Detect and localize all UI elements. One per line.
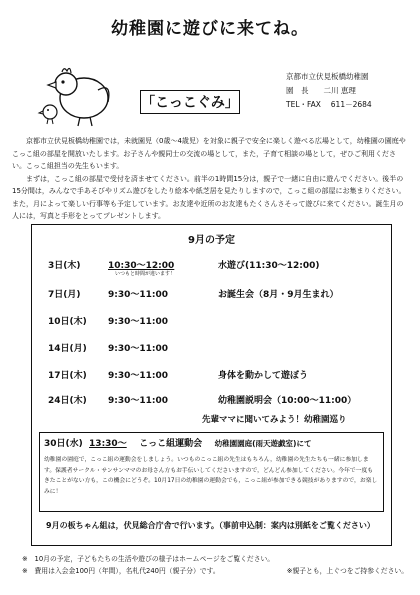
row-date: 3日(木): [48, 261, 81, 271]
schedule-box: [31, 224, 392, 546]
principal: 園 長 二川 恵理: [286, 86, 356, 95]
row-date: 17日(木): [48, 371, 87, 381]
row-event: 水遊び(11:30～12:00): [218, 261, 320, 271]
notes: [22, 553, 408, 577]
note-line-right: ※親子とも，上ぐつをご持参ください。: [286, 567, 408, 575]
intro-paragraph: まずは，こっこ組の部屋で受付を済ませてください。前半の1時間15分は，親子で一緒に自由に遊んでください。後半の15分間は，みんなで手あそびやリズム遊びをしたり絵本や紙芝居を見たりしますので，こっこ組の部屋にお集まりください。また，月によって楽しい行事等も予定しています。お友達や近所のお友達もたくさんさそって遊びに来てください。誕生月の人には，写真と手形をとってプレゼントします。: [12, 174, 406, 220]
row-time: 10:30～12:00: [108, 261, 175, 271]
sports-day-text: 幼稚園の園庭で，こっこ組の運動会をしましょう。いつものこっこ組の先生はもちろん，幼稚園の先生たちも一緒に参加します。保護者サークル・サンサンママのお母さん方もお手伝いしてくださいますので，どんどん参加してください。今年で一度もきたことがない方も，この機会にどうぞ。10月17日の幼稚園の運動会でも，こっこ組が参加できる競技がありますので，お楽しみに！: [44, 457, 378, 495]
time-note: いつもと時間が違います！: [115, 271, 176, 277]
schedule-row: [48, 393, 356, 406]
row-time: 9:30～11:00: [108, 317, 169, 327]
schedule-row: [48, 368, 308, 381]
intro-paragraph: 京都市立伏見板橋幼稚園では，未就園児（0歳～4歳児）を対象に親子で安全に楽しく遊べる広場として，幼稚園の園庭やこっこ組の部屋を開放いたします。お子さんや親同士の交流の場として，また，子育て相談の場として，ぜひご利用ください。こっこ組担当の先生もいます。: [12, 137, 406, 170]
note-line: ※ 費用は入会金100円（年間），名札代240円（親子分）です。: [22, 567, 220, 575]
schedule-row: [48, 258, 320, 271]
school-info: [286, 70, 416, 112]
tel-fax: TEL・FAX 611－2684: [286, 100, 372, 109]
schedule-title: 9月の予定: [188, 235, 235, 246]
row-event: 幼稚園説明会（10:00～11:00）: [218, 396, 357, 406]
senpai-mama-note: 先輩ママに聞いてみよう！幼稚園巡り: [202, 415, 347, 425]
row-date: 7日(月): [48, 290, 81, 300]
row-time: 9:30～11:00: [108, 371, 169, 381]
schedule-footer: 9月の板ちゃん組は，伏見総合庁舎で行います。（事前申込制：案内は別紙をご覧ください）: [46, 521, 375, 530]
sports-day-box: [39, 432, 384, 512]
row-time: 9:30～11:00: [108, 344, 169, 354]
schedule-row: [48, 341, 218, 354]
row-date: 10日(木): [48, 317, 87, 327]
sports-day-time: 13:30～: [89, 439, 127, 449]
row-date: 24日(木): [48, 396, 87, 406]
note-line: ※ 10月の予定，子どもたちの生活や遊びの様子はホームページをご覧ください。: [22, 555, 275, 563]
row-event: お誕生会（8月・9月生まれ）: [218, 290, 339, 300]
sports-day-title: こっこ組運動会: [139, 439, 203, 449]
intro-text: [12, 135, 408, 223]
row-time: 9:30～11:00: [108, 396, 169, 406]
schedule-row: [48, 287, 339, 300]
chicken-illustration: [36, 62, 114, 128]
class-nameplate: 「こっこぐみ」: [140, 90, 240, 114]
row-date: 14日(月): [48, 344, 87, 354]
school-name: 京都市立伏見板橋幼稚園: [286, 72, 369, 81]
page-title: 幼稚園に遊びに来てね。: [111, 19, 309, 39]
sports-day-place: 幼稚園園庭(雨天遊戯室)にて: [214, 439, 312, 448]
row-event: 身体を動かして遊ぼう: [218, 371, 309, 381]
sports-day-heading: [44, 436, 311, 449]
sports-day-date: 30日(水): [44, 439, 83, 449]
schedule-row: [48, 314, 218, 327]
row-time: 9:30～11:00: [108, 290, 169, 300]
